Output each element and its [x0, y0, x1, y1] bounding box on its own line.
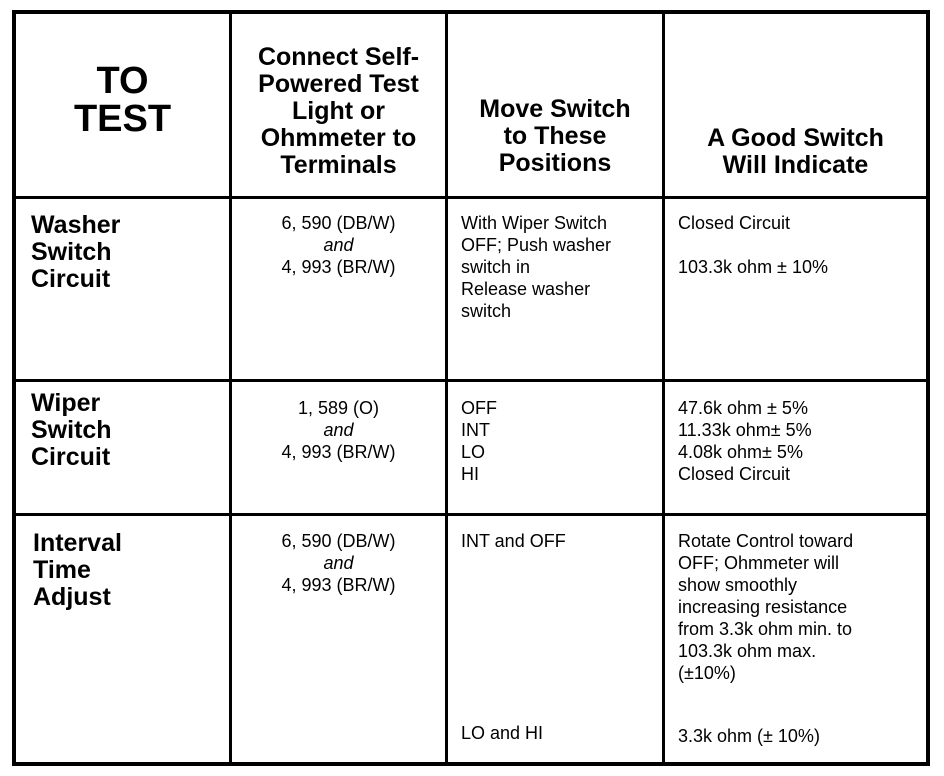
positions-interval-int-off: INT and OFF [461, 531, 566, 551]
indicate-washer: Closed Circuit 103.3k ohm ± 10% [678, 213, 828, 277]
terminals-washer: 6, 590 (DB/W) and 4, 993 (BR/W) [281, 213, 396, 277]
indicate-interval-lo-hi: 3.3k ohm (± 10%) [678, 726, 820, 746]
row-label-washer: Washer Switch Circuit [31, 211, 121, 293]
header-connect-terminals: Connect Self- Powered Test Light or Ohmmeter to Terminals [257, 43, 420, 179]
row-divider [12, 513, 930, 516]
terminals-wiper: 1, 589 (O) and 4, 993 (BR/W) [281, 398, 396, 462]
positions-washer: With Wiper Switch OFF; Push washer switch in Release washer switch [461, 213, 612, 321]
positions-interval-lo-hi: LO and HI [461, 723, 544, 743]
terminals-interval: 6, 590 (DB/W) and 4, 993 (BR/W) [281, 531, 396, 595]
row-divider [12, 196, 930, 199]
header-to-test: TO TEST [73, 60, 172, 140]
row-divider [12, 379, 930, 382]
positions-wiper: OFF INT LO HI [461, 398, 497, 484]
header-good-switch: A Good Switch Will Indicate [707, 124, 884, 179]
row-label-wiper: Wiper Switch Circuit [31, 389, 112, 471]
column-divider [662, 10, 665, 766]
row-label-interval: Interval Time Adjust [33, 529, 122, 611]
header-move-switch: Move Switch to These Positions [479, 95, 631, 177]
indicate-wiper: 47.6k ohm ± 5% 11.33k ohm± 5% 4.08k ohm± 5% Closed Circuit [678, 398, 812, 484]
indicate-interval: Rotate Control toward OFF; Ohmmeter will show smoothly increasing resistance from 3.3k ohm min. to 103.3k ohm max. (±10%) [678, 531, 854, 683]
